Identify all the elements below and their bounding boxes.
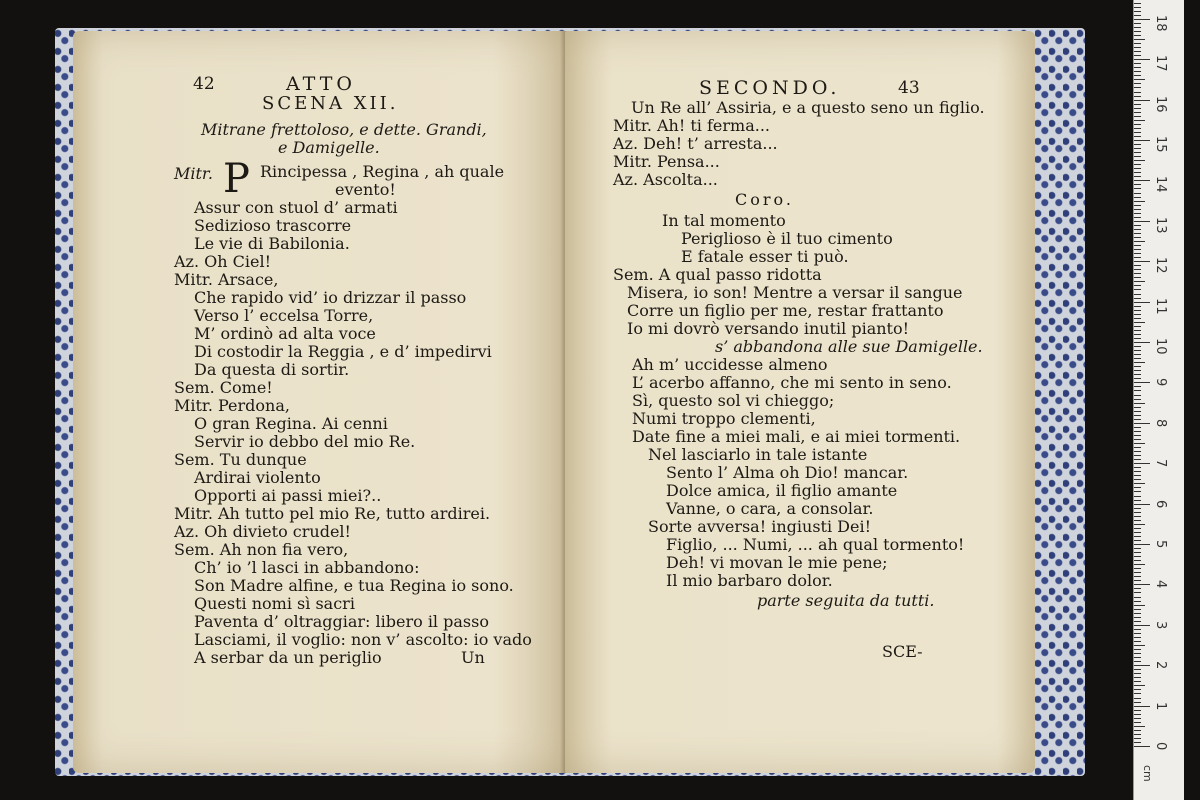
ruler-tick [1134,613,1141,614]
ruler-tick [1134,221,1150,222]
ruler-tick [1134,382,1150,383]
text-line: M’ ordinò ad alta voce [194,324,376,343]
ruler-tick [1134,520,1141,521]
ruler-tick [1134,358,1141,359]
ruler-tick [1134,79,1145,80]
text-line: Mitr. Ah tutto pel mio Re, tutto ardirei. [174,504,491,523]
ruler-tick [1134,556,1141,557]
ruler-number: 11 [1153,297,1168,315]
ruler-tick [1134,43,1141,44]
ruler-number: 17 [1153,55,1168,72]
text-line: In tal momento [662,211,786,230]
ruler-tick [1134,411,1141,412]
text-line: Corre un figlio per me, restar frattanto [627,301,944,320]
text-line: Verso l’ eccelsa Torre, [194,306,374,325]
text-line: Az. Oh Ciel! [174,252,272,271]
ruler-tick [1134,629,1141,630]
ruler-tick [1134,59,1150,60]
ruler-tick [1134,564,1145,565]
ruler-tick [1134,641,1141,642]
ruler-tick [1134,124,1141,125]
ruler-tick [1134,144,1141,145]
ruler-tick [1134,67,1141,68]
text-line: Sì, questo sol vi chieggo; [632,391,835,410]
ruler-tick [1134,653,1141,654]
ruler-tick [1134,213,1141,214]
right-running-header: SECONDO. [699,77,841,99]
ruler-tick [1134,649,1141,650]
text-line: Un Re all’ Assiria, e a questo seno un figlio. [631,98,985,117]
ruler-tick [1134,710,1141,711]
ruler-tick [1134,172,1141,173]
text-line: Figlio, ... Numi, ... ah qual tormento! [666,535,965,554]
text-line: Sedizioso trascorre [194,216,352,235]
ruler-tick [1134,625,1150,626]
text-line: Sem. A qual passo ridotta [613,265,822,284]
ruler-tick [1134,487,1141,488]
ruler-number: 1 [1153,701,1168,710]
ruler-tick [1134,645,1145,646]
ruler-tick [1134,536,1141,537]
ruler-tick [1134,289,1141,290]
ruler-tick [1134,617,1141,618]
ruler-tick [1134,75,1141,76]
ruler-tick [1134,23,1141,24]
ruler-tick [1134,27,1141,28]
ruler-tick [1134,362,1145,363]
ruler-tick [1134,104,1141,105]
ruler-tick [1134,407,1141,408]
ruler-tick [1134,459,1141,460]
ruler-tick [1134,96,1141,97]
ruler-number: 7 [1153,459,1168,468]
text-line: Periglioso è il tuo cimento [681,229,893,248]
ruler-tick [1134,548,1141,549]
ruler-tick [1134,693,1141,694]
ruler-tick [1134,584,1150,585]
text-line: Rincipessa , Regina , ah quale [260,162,505,181]
ruler-tick [1134,588,1141,589]
text-line: Ch’ io ’l lasci in abbandono: [194,558,420,577]
ruler-tick [1134,633,1141,634]
ruler-tick [1134,431,1141,432]
ruler-tick [1134,128,1141,129]
ruler-tick [1134,689,1141,690]
ruler-tick [1134,116,1141,117]
ruler-tick [1134,491,1141,492]
ruler-tick [1134,597,1141,598]
ruler-tick [1134,11,1141,12]
text-line: Assur con stuol d’ armati [194,198,398,217]
ruler-tick [1134,294,1141,295]
left-page-number: 42 [193,74,215,94]
ruler-tick [1134,508,1141,509]
ruler-tick [1134,734,1141,735]
ruler-tick [1134,245,1141,246]
text-line: Son Madre alfine, e tua Regina io sono. [194,576,514,595]
text-line: Io mi dovrò versando inutil pianto! [627,319,910,338]
ruler-tick [1134,257,1141,258]
text-line: Az. Deh! t’ arresta... [613,134,778,153]
catchword: SCE- [882,642,923,661]
ruler-tick [1134,338,1141,339]
ruler-tick [1134,463,1150,464]
ruler-tick [1134,225,1141,226]
text-line: Che rapido vid’ io drizzar il passo [194,288,467,307]
ruler-tick [1134,439,1141,440]
ruler-tick [1134,722,1141,723]
ruler-tick [1134,164,1141,165]
text-line: Date fine a miei mali, e ai miei tormenti. [632,427,961,446]
ruler-tick [1134,524,1145,525]
ruler-tick [1134,176,1141,177]
ruler-tick [1134,479,1141,480]
ruler-tick [1134,423,1150,424]
ruler-number: 4 [1153,580,1168,589]
ruler-tick [1134,657,1141,658]
ruler-tick [1134,241,1145,242]
ruler-tick [1134,390,1141,391]
ruler-tick [1134,112,1141,113]
catchword: Un [461,648,485,667]
ruler-tick [1134,386,1141,387]
ruler-tick [1134,47,1141,48]
ruler-tick [1134,580,1141,581]
ruler-tick [1134,156,1141,157]
ruler-tick [1134,188,1141,189]
ruler-tick [1134,237,1141,238]
ruler-number: 6 [1153,499,1168,508]
ruler-number: 13 [1153,216,1168,234]
ruler-tick [1134,403,1145,404]
ruler-tick [1134,661,1141,662]
text-line: O gran Regina. Ai cenni [194,414,388,433]
ruler-number: 18 [1153,14,1168,32]
ruler-tick [1134,366,1141,367]
text-line: Sem. Ah non fia vero, [174,540,349,559]
ruler-number: 5 [1153,540,1168,549]
ruler-tick [1134,354,1141,355]
text-line: evento! [335,180,396,199]
ruler-tick [1134,370,1141,371]
ruler-tick [1134,306,1141,307]
ruler-tick [1134,427,1141,428]
text-line: Nel lasciarlo in tale istante [648,445,868,464]
ruler-tick [1134,576,1141,577]
ruler-tick [1134,726,1145,727]
text-line: Lasciami, il voglio: non v’ ascolto: io vado [194,630,532,649]
ruler-tick [1134,350,1141,351]
ruler-tick [1134,19,1150,20]
ruler-tick [1134,35,1141,36]
ruler-tick [1134,180,1150,181]
ruler-number: 2 [1153,661,1168,670]
ruler-tick [1134,673,1141,674]
ruler-tick [1134,229,1141,230]
text-line: Di costodir la Reggia , e d’ impedirvi [194,342,492,361]
ruler-tick [1134,318,1141,319]
ruler-tick [1134,136,1141,137]
ruler-tick [1134,71,1141,72]
ruler-tick [1134,415,1141,416]
ruler-tick [1134,637,1141,638]
ruler-tick [1134,512,1141,513]
stage-direction-line: parte seguita da tutti. [757,591,935,610]
ruler-number: 0 [1153,742,1168,751]
ruler-tick [1134,184,1141,185]
ruler-tick [1134,197,1141,198]
ruler-tick [1134,261,1150,262]
ruler-tick [1134,504,1150,505]
ruler-tick [1134,148,1141,149]
ruler-tick [1134,201,1145,202]
ruler-tick [1134,168,1141,169]
ruler-tick [1134,592,1141,593]
ruler-tick [1134,209,1141,210]
ruler-tick [1134,730,1141,731]
text-line: Da questa di sortir. [194,360,350,379]
ruler-tick [1134,346,1141,347]
ruler-tick [1134,249,1141,250]
text-line: Ah m’ uccidesse almeno [632,355,828,374]
ruler-tick [1134,742,1141,743]
ruler-tick [1134,568,1141,569]
ruler-tick [1134,718,1141,719]
ruler-tick [1134,516,1141,517]
ruler-tick [1134,540,1141,541]
text-line: Questi nomi sì sacri [194,594,355,613]
ruler-tick [1134,273,1141,274]
ruler-tick [1134,233,1141,234]
ruler-tick [1134,677,1141,678]
ruler-number: 10 [1153,338,1168,355]
ruler-tick [1134,738,1141,739]
ruler-tick [1134,269,1141,270]
scene-title: SCENA XII. [262,93,399,114]
ruler-tick [1134,572,1141,573]
left-page [73,31,568,773]
ruler-tick [1134,467,1141,468]
ruler-tick [1134,3,1141,4]
text-line: A serbar da un periglio [194,648,382,667]
ruler-tick [1134,605,1145,606]
text-line: Le vie di Babilonia. [194,234,350,253]
text-line: Sento l’ Alma oh Dio! mancar. [666,463,909,482]
ruler-tick [1134,528,1141,529]
ruler-tick [1134,265,1141,266]
ruler-tick [1134,500,1141,501]
ruler-tick [1134,496,1141,497]
ruler-tick [1134,714,1141,715]
ruler-tick [1134,681,1141,682]
ruler-tick [1134,601,1141,602]
chorus-heading: Coro. [735,190,794,209]
ruler-tick [1134,205,1141,206]
text-line: Il mio barbaro dolor. [666,571,833,590]
ruler-tick [1134,395,1141,396]
text-line: Sem. Come! [174,378,273,397]
ruler-tick [1134,63,1141,64]
ruler-tick [1134,330,1141,331]
ruler-tick [1134,55,1141,56]
ruler-tick [1134,108,1141,109]
ruler-tick [1134,132,1141,133]
text-line: Opporti ai passi miei?.. [194,486,382,505]
text-line: Mitr. Ah! ti ferma... [613,116,771,135]
ruler-tick [1134,253,1141,254]
stage-direction-line: s’ abbandona alle sue Damigelle. [715,337,983,356]
ruler-tick [1134,685,1145,686]
ruler-tick [1134,302,1150,303]
stage-direction-line: e Damigelle. [278,138,380,157]
right-page [565,31,1035,773]
ruler-tick [1134,419,1141,420]
ruler-tick [1134,51,1141,52]
ruler-tick [1134,435,1141,436]
text-line: Az. Oh divieto crudel! [174,522,351,541]
ruler-tick [1134,140,1150,141]
text-line: Misera, io son! Mentre a versar il sangue [627,283,963,302]
ruler-tick [1134,217,1141,218]
ruler-tick [1134,609,1141,610]
text-line: Mitr. Arsace, [174,270,279,289]
ruler-tick [1134,451,1141,452]
text-line: Paventa d’ oltraggiar: libero il passo [194,612,489,631]
ruler-tick [1134,160,1145,161]
ruler-tick [1134,87,1141,88]
text-line: Deh! vi movan le mie pene; [666,553,888,572]
ruler-tick [1134,483,1145,484]
ruler-number: 3 [1153,620,1168,630]
text-line: Numi troppo clementi, [632,409,816,428]
left-running-header: ATTO [286,73,356,95]
ruler-tick [1134,665,1150,666]
ruler-tick [1134,193,1141,194]
ruler-tick [1134,378,1141,379]
ruler-unit-label: cm [1141,765,1154,782]
ruler-tick [1134,669,1141,670]
ruler-tick [1134,702,1141,703]
text-line: Vanne, o cara, a consolar. [666,499,874,518]
ruler-tick [1134,152,1141,153]
ruler-number: 14 [1153,176,1168,193]
ruler-tick [1134,39,1145,40]
text-line: Dolce amica, il figlio amante [666,481,898,500]
drop-capital: P [223,156,250,202]
ruler-tick [1134,322,1145,323]
ruler-tick [1134,277,1141,278]
text-line: Sem. Tu dunque [174,450,307,469]
ruler-tick [1134,746,1150,747]
text-line: Az. Ascolta... [613,170,718,189]
ruler-tick [1134,544,1150,545]
ruler-tick [1134,447,1141,448]
ruler-tick [1134,314,1141,315]
ruler-number: 8 [1153,418,1168,428]
ruler-tick [1134,92,1141,93]
ruler-tick [1134,374,1141,375]
ruler-tick [1134,698,1141,699]
ruler-number: 16 [1153,95,1168,113]
ruler-tick [1134,285,1141,286]
ruler-number: 15 [1153,136,1168,153]
ruler-tick [1134,31,1141,32]
ruler-tick [1134,310,1141,311]
text-line: L’ acerbo affanno, che mi sento in seno. [632,373,952,392]
ruler-tick [1134,399,1141,400]
text-line: Servir io debbo del mio Re. [194,432,416,451]
text-line: Mitr. Pensa... [613,152,720,171]
ruler-tick [1134,100,1150,101]
text-line: Mitr. Perdona, [174,396,290,415]
ruler-tick [1134,15,1141,16]
ruler-tick [1134,475,1141,476]
right-page-number: 43 [898,78,920,98]
measurement-ruler [1133,0,1184,800]
ruler-number: 12 [1153,257,1168,274]
ruler-tick [1134,621,1141,622]
ruler-tick [1134,334,1141,335]
speaker-label: Mitr. [174,164,213,183]
ruler-tick [1134,120,1145,121]
ruler-tick [1134,706,1150,707]
ruler-tick [1134,443,1145,444]
ruler-tick [1134,552,1141,553]
stage-direction-line: Mitrane frettoloso, e dette. Grandi, [201,120,487,139]
text-line: E fatale esser ti può. [681,247,849,266]
text-line: Ardirai violento [194,468,321,487]
ruler-tick [1134,471,1141,472]
ruler-number: 9 [1153,378,1168,387]
ruler-tick [1134,326,1141,327]
ruler-tick [1134,455,1141,456]
ruler-tick [1134,532,1141,533]
ruler-tick [1134,342,1150,343]
ruler-tick [1134,560,1141,561]
ruler-tick [1134,7,1141,8]
ruler-tick [1134,83,1141,84]
ruler-tick [1134,298,1141,299]
ruler-tick [1134,281,1145,282]
text-line: Sorte avversa! ingiusti Dei! [648,517,871,536]
